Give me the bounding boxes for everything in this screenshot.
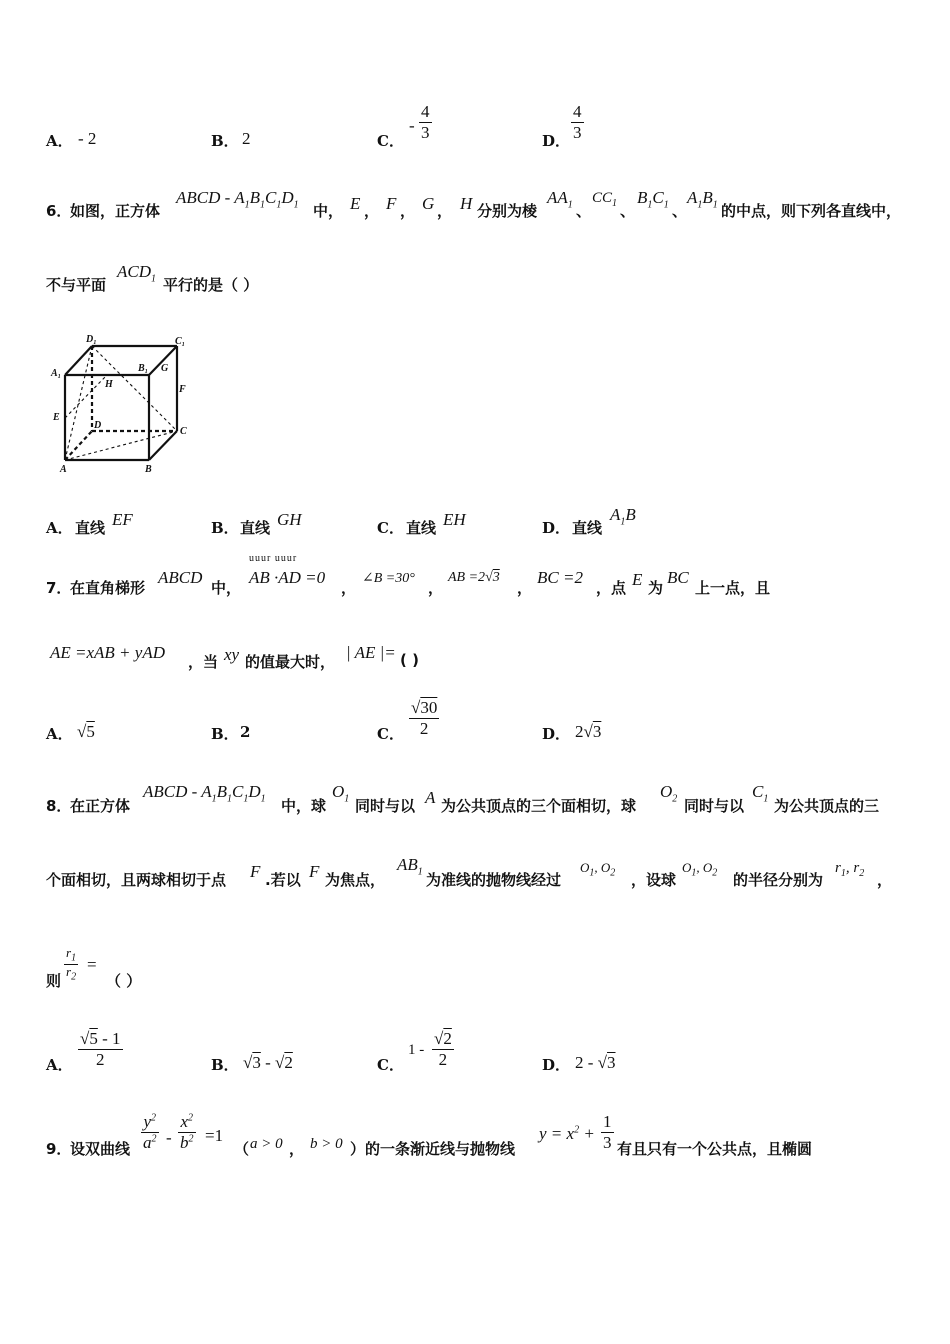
question-text: 的中点，则下列各直线中，	[721, 202, 902, 220]
vector-marks: uuur uuur	[249, 553, 298, 564]
question-text: 在正方体	[70, 797, 131, 815]
option-lead: 1 -	[408, 1042, 425, 1058]
option-value: 2√3	[575, 722, 602, 741]
math-a: A	[425, 788, 436, 807]
math-ae-eq: AE =xAB + yAD	[50, 643, 165, 662]
option-math: EF	[112, 510, 133, 529]
option-text: 直线	[572, 519, 603, 537]
math-parabola: $y = x^2$ +	[539, 1124, 595, 1143]
minus: -	[166, 1128, 172, 1147]
math-f: F	[250, 862, 261, 881]
math-b1c1: $B_1C_1$	[637, 188, 669, 211]
option-label: C．	[377, 725, 404, 743]
math-dot-product: AB ·AD =0	[249, 568, 326, 587]
fraction	[571, 102, 584, 142]
option-value: √3 - √2	[243, 1053, 293, 1072]
option-label: A．	[46, 132, 73, 150]
punct: 、	[672, 202, 688, 220]
question-text: 中，球	[281, 797, 327, 815]
label-f: F	[179, 384, 186, 395]
option-value: - 2	[78, 129, 97, 148]
question-text: 不与平面	[46, 276, 107, 294]
math-o1: $O_1$	[332, 782, 350, 805]
question-text: 为准线的抛物线经过	[426, 871, 562, 889]
math-a1b1: $A_1B_1$	[687, 188, 718, 211]
question-text: ，设球	[631, 871, 677, 889]
option-text: 直线	[75, 519, 106, 537]
math-o2: $O_2$	[660, 782, 678, 805]
question-text: 有且只有一个公共点，且椭圆	[617, 1140, 813, 1158]
math-cc1: $CC_1$	[592, 190, 618, 209]
question-text: 平行的是（ ）	[163, 276, 259, 294]
option-math: GH	[277, 510, 302, 529]
option-label: C．	[377, 132, 404, 150]
option-label: D．	[542, 725, 571, 743]
question-number: 6．	[46, 202, 72, 220]
question-text: 的半径分别为	[733, 871, 824, 889]
question-number: 9．	[46, 1140, 72, 1158]
math-c1: $C_1$	[752, 782, 769, 805]
numerator: 4	[421, 102, 430, 121]
numerator: 4	[573, 102, 582, 121]
math-angle: ∠B =30°	[362, 571, 415, 586]
option-value: 2	[240, 723, 251, 741]
fraction: $\frac{√2}{2}$	[434, 1029, 452, 1069]
option-label: B．	[211, 1056, 239, 1074]
math-abcd: ABCD	[158, 568, 203, 587]
option-label: A．	[46, 725, 73, 743]
denominator: 2	[419, 718, 429, 738]
option-label: B．	[211, 519, 239, 537]
question-text: 同时与以	[355, 797, 416, 815]
question-text: ，点	[596, 579, 627, 597]
math-e: E	[632, 570, 643, 589]
question-text: 设双曲线	[70, 1140, 131, 1158]
question-text: 上一点，且	[695, 579, 771, 597]
fraction	[409, 698, 439, 738]
option-label: C．	[377, 1056, 404, 1074]
option-label: A．	[46, 519, 73, 537]
math-bc: BC =2	[537, 568, 583, 587]
punct: ，	[364, 202, 380, 220]
question-text: ）的一条渐近线与抛物线	[350, 1140, 516, 1158]
question-number: 7．	[46, 579, 72, 597]
question-text: ( )	[400, 651, 419, 669]
option-label: B．	[211, 132, 239, 150]
question-text: 为焦点，	[325, 871, 386, 889]
math-o1-o2: $O_1$, $O_2$	[580, 860, 616, 879]
punct: 、	[620, 202, 636, 220]
punct: ，	[437, 202, 453, 220]
question-text: 中，	[211, 579, 242, 597]
question-text: 为公共顶点的三个面相切，球	[441, 797, 637, 815]
fraction-r1-r2: $\frac{r_1}{r_2}$	[66, 945, 77, 983]
question-text: 个面相切，且两球相切于点	[46, 871, 227, 889]
punct: ，	[341, 579, 357, 597]
fraction-x2-b2: $\frac{x^2}{b^2}$	[180, 1112, 194, 1152]
math-cube: ABCD - $A_1B_1C_1D_1$	[176, 188, 299, 211]
cube-figure	[48, 330, 198, 478]
math-e: E	[350, 194, 361, 213]
fraction	[419, 102, 432, 142]
option-label: D．	[542, 519, 571, 537]
label-d: D	[94, 420, 102, 431]
question-text: 分别为棱	[477, 202, 538, 220]
denominator: 3	[573, 122, 582, 142]
question-text: 中，	[313, 202, 344, 220]
equals-one: =1	[205, 1126, 224, 1145]
label-g: G	[161, 363, 169, 374]
math-o1-o2: $O_1$, $O_2$	[682, 860, 718, 879]
option-label: D．	[542, 1056, 571, 1074]
punct: ，	[428, 579, 444, 597]
option-math: $A_1B$	[610, 505, 636, 528]
question-text: 的值最大时，	[245, 653, 336, 671]
math-g: G	[422, 194, 435, 213]
math-plane: $ACD_1$	[117, 262, 156, 285]
minus-sign: -	[409, 116, 415, 135]
math-abs-ae: | AE |=	[346, 643, 396, 662]
math-bc: BC	[667, 568, 689, 587]
question-text: （ ）	[106, 972, 142, 990]
option-value: 2 - √3	[575, 1053, 616, 1072]
question-number: 8．	[46, 797, 72, 815]
math-h: H	[460, 194, 473, 213]
question-text: 为	[648, 579, 664, 597]
fraction: $\frac{√5 - 1}{2}$	[80, 1029, 121, 1069]
math-ab: AB =2√3	[448, 570, 500, 585]
punct: ，	[517, 579, 533, 597]
equals: =	[87, 955, 97, 974]
math-r1-r2: $r_1$, $r_2$	[835, 860, 865, 879]
label-b: B	[145, 464, 152, 475]
fraction-one-third: $\frac{1}{3}$	[603, 1112, 612, 1152]
option-label: B．	[211, 725, 239, 743]
question-text: .若以	[265, 871, 301, 889]
math-ab1: $AB_1$	[397, 855, 423, 878]
math-cube: ABCD - $A_1B_1C_1D_1$	[143, 782, 266, 805]
math-xy: xy	[224, 645, 240, 664]
math-f: F	[386, 194, 397, 213]
question-text: ，当	[188, 653, 219, 671]
punct: （	[234, 1140, 250, 1158]
math-f: F	[309, 862, 320, 881]
label-a1: A₁	[51, 368, 62, 379]
fraction-y2-a2: $\frac{y^2}{a^2}$	[143, 1112, 157, 1152]
question-text: 则	[46, 972, 62, 990]
label-a: A	[60, 464, 67, 475]
question-text: 为公共顶点的三	[774, 797, 880, 815]
option-text: 直线	[406, 519, 437, 537]
label-h: H	[105, 379, 113, 390]
option-math: EH	[443, 510, 466, 529]
option-text: 直线	[240, 519, 271, 537]
punct: ，	[400, 202, 416, 220]
label-d1: D₁	[86, 334, 97, 345]
punct: 、	[576, 202, 592, 220]
question-text: ，	[877, 871, 893, 889]
option-value: √5	[77, 722, 95, 741]
question-text: 在直角梯形	[70, 579, 146, 597]
option-value: 2	[242, 129, 251, 148]
question-text: 同时与以	[684, 797, 745, 815]
math-a-cond: a > 0	[250, 1136, 283, 1152]
option-label: C．	[377, 519, 404, 537]
label-b1: B₁	[138, 363, 149, 374]
punct: ，	[289, 1140, 305, 1158]
label-e: E	[53, 412, 60, 423]
option-label: A．	[46, 1056, 73, 1074]
question-text: 如图，正方体	[70, 202, 161, 220]
math-aa1: $AA_1$	[547, 188, 573, 211]
numerator: √30	[411, 698, 438, 717]
label-c1: C₁	[175, 336, 186, 347]
math-b-cond: b > 0	[310, 1136, 343, 1152]
denominator: 3	[421, 122, 430, 142]
label-c: C	[180, 426, 187, 437]
option-label: D．	[542, 132, 571, 150]
